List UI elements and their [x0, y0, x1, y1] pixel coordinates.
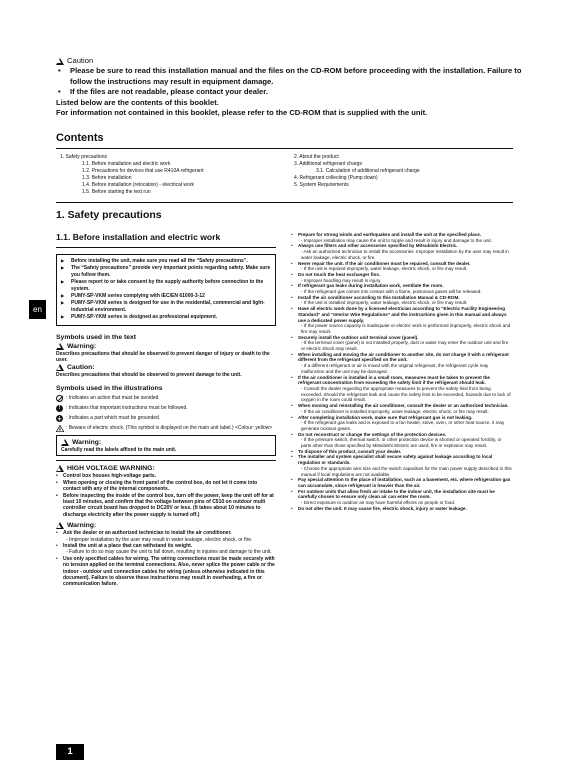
safety-item-title: • When installing and moving the air conditioner to another site, do not charge it with a refrigerant different from the refrigerant specified on the unit. [298, 351, 509, 363]
safety-item [291, 506, 513, 512]
toc-entry: 5. System Requirements [294, 181, 349, 188]
section-title: 1. Safety precautions [56, 209, 162, 221]
safety-item-note: - Improper installation may cause the unit to topple and result in injury and damage to the unit. [301, 237, 493, 243]
symbols-illustrations-title: Symbols used in the illustrations [56, 384, 163, 392]
warning-item [56, 530, 276, 543]
notice-item: ▶ Please report to or take consent by the supply authority before connection to the system. [61, 279, 271, 292]
caution-item: • If the files are not readable, please contact your dealer. [56, 87, 536, 97]
safety-item-title: • Pay special attention to the place of installation, such as a basement, etc. where refrigeration gas can accumulate, since refrigerant is heavier than the air. [298, 477, 511, 488]
caution-list [56, 66, 536, 97]
safety-item [291, 243, 513, 260]
caution-description: Describes precautions that should be observed to prevent damage to the unit. [56, 372, 242, 379]
safety-item [291, 432, 513, 449]
warning-triangle-icon [56, 522, 64, 529]
warning-item-title: • Use only specified cables for wiring. The wiring connections must be made securely with no tension applied on the terminal connections. Also, never splice the power cable or the indoor - outdoor unit connection cables for wiring (unless otherwise indicated in this document). Failure to observe these instructions may result in overheating, a fire or communication failure. [63, 555, 275, 588]
label-warning-box [56, 435, 276, 456]
warning-heading [56, 342, 276, 351]
left-column [56, 232, 276, 588]
warning-triangle-icon [56, 465, 64, 472]
safety-item-note: - Direct exposure to outdoor air may have harmful effects on people or food. [301, 500, 456, 506]
safety-item-title: • For outdoor units that allow fresh air intake to the indoor unit, the installation site must be carefully chosen to ensure only clean air can enter the room. [298, 488, 495, 500]
safety-item-note: - If the power source capacity is inadequate or electric work is performed improperly, electric shock and fire may result. [301, 323, 511, 334]
notice-item: ▶ Before installing the unit, make sure you read all the “Safety precautions”. [61, 258, 271, 264]
warning-triangle-icon [56, 364, 64, 371]
safety-item-note: - If the pressure switch, thermal switch, or other protection device is shorted or operated forcibly, or parts other than those specified by Mitsubishi Electric are used, fire or explosion may result. [301, 437, 502, 449]
warning-item [56, 543, 276, 556]
hv-title: HIGH VOLTAGE WARNING: [67, 465, 155, 473]
safety-item-title: • To dispose of this product, consult your dealer. [298, 448, 402, 454]
safety-item-title: • Do not alter the unit. It may cause fire, electric shock, injury or water leakage. [298, 505, 467, 511]
subsection-title: 1.1. Before installation and electric work [56, 232, 276, 248]
safety-item-title: • If the air conditioner is installed in a small room, measures must be taken to prevent the refrigerant concentration from exceeding the safety limit if the refrigerant should leak. [298, 374, 490, 386]
safety-item-title: • Have all electric work done by a licensed electrician according to “Electric Facility Engineering Standard” and “Interior Wire Regulations” and the instructions given in this manual and always use a dedicated power supply. [298, 306, 507, 323]
safety-item-title: • When moving and reinstalling the air conditioner, consult the dealer or an authorized technician. [298, 403, 509, 409]
notice-item: ▶ PUMY-SP-VKM series is designed for use in the residential, commercial and light-industrial environment. [61, 300, 271, 313]
page-number: 1 [56, 744, 84, 760]
prohibited-icon [56, 395, 63, 402]
safety-item-note: - If the air conditioner is installed improperly, water leakage, electric shock, or fire may result. [301, 408, 489, 414]
safety-item-title: • Install the air conditioner according to this Installation Manual & CD-ROM. [298, 294, 460, 300]
warning-triangle-icon [56, 343, 64, 350]
high-voltage-section [56, 460, 276, 518]
safety-item [291, 454, 513, 477]
warning-item-title: • Ask the dealer or an authorized technician to install the air conditioner. [63, 530, 232, 537]
electric-shock-icon [56, 425, 63, 432]
divider [56, 202, 513, 203]
safety-item [291, 477, 513, 488]
safety-item-note: - If the refrigerant gas comes into contact with a flame, poisonous gases will be released. [301, 289, 482, 295]
toc-entry: 1.1. Before installation and electric work [82, 160, 171, 167]
symbol-row [56, 405, 276, 412]
caution-item: • Please be sure to read this installation manual and the files on the CD-ROM before proceeding with the installation. Failure to follow the instructions may result in equipment damage. [56, 66, 536, 87]
safety-item [291, 403, 513, 414]
symbol-row [56, 425, 276, 432]
safety-item-note: - If the unit is repaired improperly, water leakage, electric shock, or fire may result. [301, 266, 468, 272]
ground-icon [56, 415, 63, 422]
mandatory-icon: ! [56, 405, 63, 412]
caution-label: Caution: [67, 364, 95, 372]
safety-item [291, 352, 513, 375]
safety-item-note: - Ask an authorized technician to install the accessories. Improper installation by the user may result in water leakage, electric shock, or fire. [301, 249, 509, 260]
divider [56, 148, 513, 149]
safety-item-note: - Improper handling may result in injury. [301, 277, 382, 283]
toc-right [294, 154, 420, 189]
toc-entry: 1.5. Before starting the test run [82, 188, 151, 195]
safety-item-title: • The installer and system specialist shall secure safety against leakage according to local regulation or standards. [298, 454, 493, 466]
caution-heading [56, 363, 276, 372]
label-warning-text: Carefully read the labels affixed to the main unit. [61, 446, 177, 453]
warning-item [56, 556, 276, 588]
warning-list [56, 530, 276, 588]
hv-item: • Before inspecting the inside of the control box, turn off the power, keep the unit off for at least 10 minutes, and confirm that the voltage between pins of C510 on outdoor multi controller circuit board has dropped to DC20V or less. (It takes about 10 minutes to discharge electricity after the power supply is turned off.) [56, 493, 276, 519]
symbol-desc: : Beware of electric shock. (This symbol is displayed on the main unit label.) <Colour: yellow> [66, 424, 273, 431]
safety-item-title: • Prepare for strong winds and earthquakes and install the unit at the specified place. [298, 232, 482, 237]
caution-block [56, 56, 536, 118]
safety-item-title: • Securely install the outdoor unit terminal cover (panel). [298, 334, 419, 340]
toc-entry: 1.4. Before installation (relocation) - electrical work [82, 181, 194, 188]
toc-entry: 4. Refrigerant collecting (Pump down) [294, 174, 378, 181]
warning-label: Warning: [72, 438, 102, 446]
toc-entry: 1.3. Before installation [82, 174, 132, 181]
toc-entry: 1.2. Precautions for devices that use R410A refrigerant [82, 167, 204, 174]
safety-item [291, 335, 513, 352]
hv-list [56, 473, 276, 518]
notice-item: ▶ The “Safety precautions” provide very important points regarding safety. Make sure you follow them. [61, 265, 271, 278]
safety-item-note: - If the terminal cover (panel) is not installed properly, dust or water may enter the outdoor unit and fire or electric shock may result. [301, 340, 509, 352]
safety-item [291, 375, 513, 404]
toc-entry: 3.1. Calculation of additional refrigerant charge [316, 167, 420, 174]
toc-entry: 3. Additional refrigerant charge [294, 160, 363, 167]
warning-item-note: - Failure to do so may cause the unit to fall down, resulting in injuries and damage to the unit. [66, 549, 272, 556]
symbol-desc: : Indicates that important instructions must be followed. [66, 404, 188, 411]
safety-item-note: - If a different refrigerant or air is mixed with the original refrigerant, the refrigerant cycle may malfunction and the unit may be damaged. [301, 363, 489, 374]
warning-description: Describes precautions that should be observed to prevent danger of injury or death to the user. [56, 350, 270, 364]
safety-item [291, 232, 513, 243]
safety-item-note: - Choose the appropriate wire size and the switch capacities for the main power supply described in this manual if local regulations are not available. [301, 465, 512, 477]
contents-title: Contents [56, 132, 104, 144]
toc-entry: 1. Safety precautions [60, 154, 107, 160]
notice-item: ▶ PUMY-SP-VKM series complying with IEC/EN 61000-3-12 [61, 293, 271, 299]
safety-item [291, 283, 513, 294]
safety-item-note: - If the unit is installed improperly, water leakage, electric shock, or fire may result. [301, 300, 468, 306]
caution-title: Caution [67, 56, 94, 65]
safety-item [291, 489, 513, 506]
warning-heading [56, 521, 276, 530]
safety-item [291, 261, 513, 272]
notice-item: ▶ PUMY-SP-YKM series is designed as professional equipment. [61, 314, 271, 320]
notice-box [56, 254, 276, 326]
caution-line: For information not contained in this booklet, please refer to the CD-ROM that is supplied with the unit. [56, 108, 428, 118]
caution-heading [56, 56, 536, 66]
symbols-text-title: Symbols used in the text [56, 333, 137, 341]
safety-item [291, 415, 513, 432]
right-column [291, 232, 513, 511]
safety-item-note: - If the refrigerant gas leaks and is exposed to a fan heater, stove, oven, or other heat source, it may generate noxious gases. [301, 420, 505, 431]
hv-heading [56, 464, 276, 473]
toc-entry: 2. About the product [294, 154, 339, 160]
warning-triangle-icon [61, 439, 69, 446]
hv-item: • Control box houses high-voltage parts. [56, 473, 276, 479]
warning-heading [61, 438, 271, 447]
caution-line: Listed below are the contents of this booklet. [56, 97, 219, 107]
safety-item-note: - Consult the dealer regarding the appropriate measures to prevent the safety limit from being exceeded. Should the refrigerant leak and cause the safety limit to be exceeded, hazards due to lack of oxygen in the room could result. [301, 385, 511, 403]
symbol-row [56, 395, 276, 402]
warning-label: Warning: [67, 342, 97, 350]
warning-item-note: - Improper installation by the user may result in water leakage, electric shock, or fire. [66, 536, 253, 543]
safety-item [291, 295, 513, 306]
safety-item [291, 272, 513, 283]
safety-item-title: • Do not touch the heat exchanger fins. [298, 271, 381, 277]
safety-item-title: • After completing installation work, make sure that refrigerant gas is not leaking. [298, 414, 473, 420]
safety-item [291, 306, 513, 335]
symbol-row [56, 415, 276, 422]
language-tab: en [29, 300, 46, 319]
toc-left [60, 154, 203, 195]
symbol-desc: : Indicates an action that must be avoided. [66, 394, 160, 401]
symbol-desc: : Indicates a part which must be grounded. [66, 414, 161, 421]
safety-item-title: • Always use filters and other accessories specified by Mitsubishi Electric. [298, 243, 458, 249]
hv-item: • When opening or closing the front panel of the control box, do not let it come into contact with any of the internal components. [56, 480, 276, 493]
safety-item-title: • If refrigerant gas leaks during installation work, ventilate the room. [298, 283, 444, 289]
safety-item-title: • Never repair the unit. If the air conditioner must be repaired, consult the dealer. [298, 260, 471, 266]
safety-item-title: • Do not reconstruct or change the settings of the protection devices. [298, 431, 447, 437]
warning-label: Warning: [67, 522, 97, 530]
warning-item-title: • Install the unit at a place that can withstand its weight. [63, 542, 193, 549]
warning-triangle-icon [56, 58, 64, 65]
